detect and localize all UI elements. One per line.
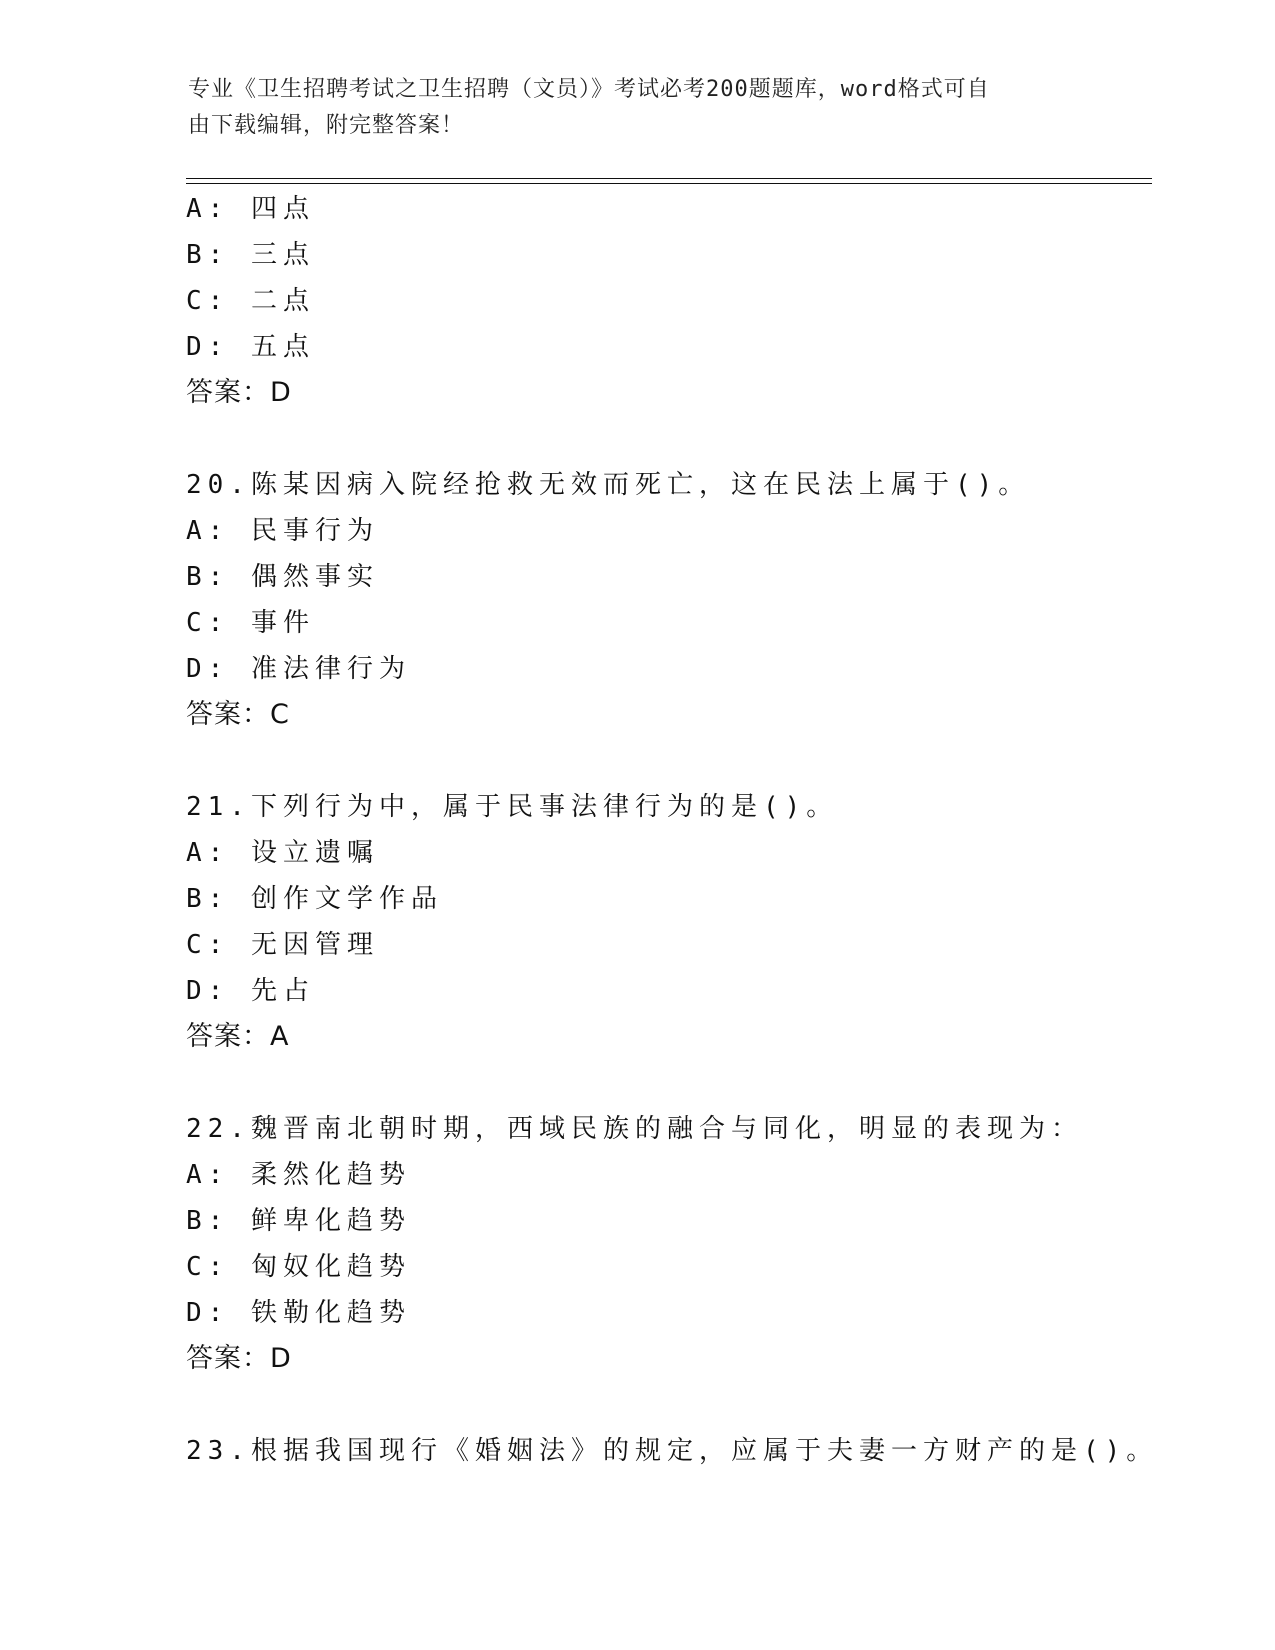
spacer: [186, 738, 1146, 784]
option-b: B: 偶然事实: [186, 562, 379, 592]
answer-value: A: [270, 1021, 290, 1052]
option-c: C: 事件: [186, 608, 315, 638]
answer-value: D: [270, 377, 292, 408]
spacer: [186, 1060, 1146, 1106]
question-block-19: [186, 186, 1146, 416]
document-header: [188, 72, 1068, 144]
option-c: C: 无因管理: [186, 930, 379, 960]
answer-value: D: [270, 1343, 292, 1374]
option-a: A: 民事行为: [186, 516, 379, 546]
header-divider-top: [186, 178, 1152, 179]
option-d: D: 五点: [186, 332, 315, 362]
option-d: D: 先占: [186, 976, 315, 1006]
option-b: B: 三点: [186, 240, 315, 270]
spacer: [186, 1382, 1146, 1428]
option-d: D: 准法律行为: [186, 654, 411, 684]
option-b: B: 鲜卑化趋势: [186, 1206, 411, 1236]
answer-line: [186, 692, 1146, 738]
option-a: A: 柔然化趋势: [186, 1160, 411, 1190]
option-c: C: 匈奴化趋势: [186, 1252, 411, 1282]
answer-label: 答案：: [186, 1343, 270, 1374]
option-d: D: 铁勒化趋势: [186, 1298, 411, 1328]
option-a: A: 四点: [186, 194, 315, 224]
question-list: [186, 186, 1159, 1474]
question-text: 20.陈某因病入院经抢救无效而死亡，这在民法上属于()。: [186, 470, 1031, 500]
answer-label: 答案：: [186, 377, 270, 408]
header-divider-bottom: [186, 183, 1152, 184]
option-b: B: 创作文学作品: [186, 884, 443, 914]
question-block-21: [186, 784, 1146, 1060]
question-text: 21.下列行为中，属于民事法律行为的是()。: [186, 792, 839, 822]
answer-label: 答案：: [186, 699, 270, 730]
question-block-23: [186, 1428, 1159, 1474]
answer-label: 答案：: [186, 1021, 270, 1052]
option-c: C: 二点: [186, 286, 315, 316]
answer-line: [186, 1014, 1146, 1060]
header-line-1: 专业《卫生招聘考试之卫生招聘（文员）》考试必考200题题库，word格式可自: [188, 77, 990, 102]
spacer: [186, 416, 1146, 462]
question-block-22: [186, 1106, 1146, 1382]
answer-value: C: [270, 699, 290, 730]
answer-line: [186, 370, 1146, 416]
option-a: A: 设立遗嘱: [186, 838, 379, 868]
question-block-20: [186, 462, 1146, 738]
answer-line: [186, 1336, 1146, 1382]
header-line-2: 由下载编辑，附完整答案！: [188, 113, 465, 138]
question-text: 23.根据我国现行《婚姻法》的规定，应属于夫妻一方财产的是()。: [186, 1436, 1159, 1466]
question-text: 22.魏晋南北朝时期，西域民族的融合与同化，明显的表现为：: [186, 1114, 1083, 1144]
